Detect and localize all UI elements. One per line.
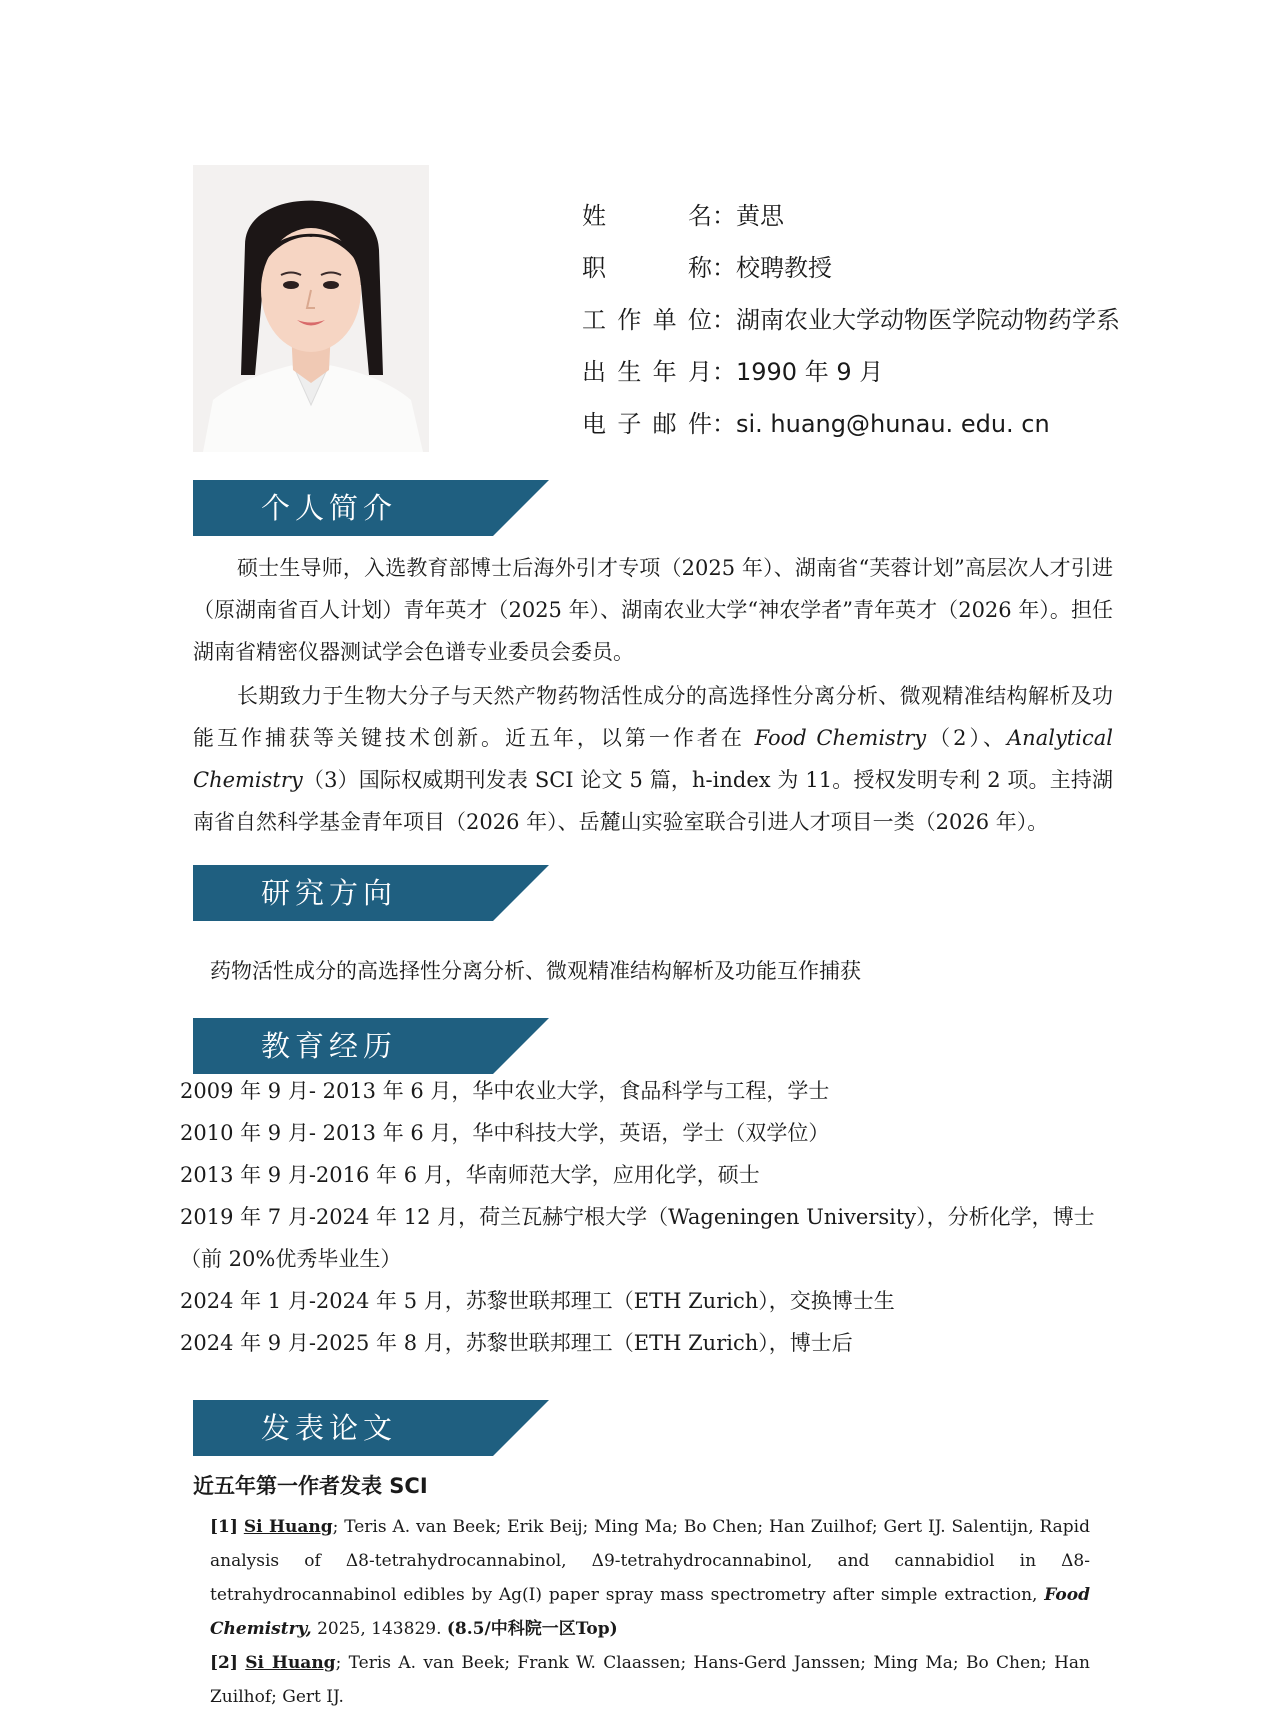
section-banner-publications [193,1400,549,1456]
section-banner-intro [193,480,549,536]
name-label: 姓名 [582,202,712,230]
research-direction: 药物活性成分的高选择性分离分析、微观精准结构解析及功能互作捕获 [210,959,861,983]
education-item: 2013 年 9 月-2016 年 6 月，华南师范大学，应用化学，硕士 [180,1163,760,1187]
section-title-research: 研究方向 [261,876,398,910]
section-title-education: 教育经历 [261,1029,398,1063]
impact-badge: (8.5/中科院一区Top) [446,1619,618,1639]
portrait-photo [193,165,429,452]
title-label: 职称 [582,254,712,282]
publication-journal: Food Chemistry, [210,1585,1090,1639]
name-row: 姓名：黄思 [582,190,1120,242]
publication-item: [1] Si Huang; Teris A. van Beek; Erik Beij; Ming Ma; Bo Chen; Han Zuilhof; Gert IJ. Salentijn, Rapid analysis of Δ8-tetrahydrocannabinol, Δ9-tetrahydrocannabinol, and cannabidiol in Δ8-tetrahydrocannabinol edibles by Ag(I) paper spray mass spectrometry after simple extraction, Food Chemistry, 2025, 143829. (8.5/中科院一区Top) [210,1517,1090,1639]
email-label: 电子邮件 [582,410,712,438]
birth-label: 出生年月 [582,358,712,386]
title-row: 职称：校聘教授 [582,242,1120,294]
section-banner-education [193,1018,549,1074]
author-self: Si Huang [243,1517,333,1537]
email-value[interactable]: si. huang@hunau. edu. cn [736,410,1050,438]
education-item: 2009 年 9 月- 2013 年 6 月，华中农业大学，食品科学与工程，学士 [180,1079,830,1103]
education-item: 2010 年 9 月- 2013 年 6 月，华中科技大学，英语，学士（双学位） [180,1121,830,1145]
profile-info [582,190,1120,450]
section-banner-research [193,865,549,921]
birth-row: 出生年月：1990 年 9 月 [582,346,1120,398]
publication-item: [2] Si Huang; Teris A. van Beek; Frank W. Claassen; Hans-Gerd Janssen; Ming Ma; Bo Chen; Han Zuilhof; Gert IJ. [210,1653,1090,1707]
publications-heading: 近五年第一作者发表 SCI [193,1474,428,1498]
section-title-intro: 个人简介 [261,491,398,525]
journal-food-chemistry: Food Chemistry [754,726,927,750]
intro-paragraph-2: 长期致力于生物大分子与天然产物药物活性成分的高选择性分离分析、微观精准结构解析及功能互作捕获等关键技术创新。近五年，以第一作者在 Food Chemistry（2）、Analytical Chemistry（3）国际权威期刊发表 SCI 论文 5 篇，h-index 为 11。授权发明专利 2 项。主持湖南省自然科学基金青年项目（2026 年）、岳麓山实验室联合引进人才项目一类（2026 年）。 [193,684,1113,834]
intro-paragraph-1: 硕士生导师，入选教育部博士后海外引才专项（2025 年）、湖南省“芙蓉计划”高层次人才引进（原湖南省百人计划）青年英才（2025 年）、湖南农业大学“神农学者”青年英才（2026 年）。担任湖南省精密仪器测试学会色谱专业委员会委员。 [193,556,1113,664]
email-row: 电子邮件：si. huang@hunau. edu. cn [582,398,1120,450]
section-title-publications: 发表论文 [261,1411,398,1445]
name-value: 黄思 [736,202,784,230]
education-item: 2019 年 7 月-2024 年 12 月，荷兰瓦赫宁根大学（Wageningen University），分析化学，博士（前 20%优秀毕业生） [180,1205,1095,1271]
unit-label: 工作单位 [582,306,712,334]
birth-value: 1990 年 9 月 [736,358,884,386]
journal-analytical-chemistry: Analytical Chemistry [193,726,1113,792]
unit-row: 工作单位：湖南农业大学动物医学院动物药学系 [582,294,1120,346]
author-self: Si Huang [245,1653,336,1673]
title-value: 校聘教授 [736,254,832,282]
education-item: 2024 年 9 月-2025 年 8 月，苏黎世联邦理工（ETH Zurich），博士后 [180,1331,853,1355]
publication-list [210,1510,1090,1714]
education-item: 2024 年 1 月-2024 年 5 月，苏黎世联邦理工（ETH Zurich），交换博士生 [180,1289,895,1313]
education-list [180,1070,1120,1364]
unit-value: 湖南农业大学动物医学院动物药学系 [736,306,1120,334]
